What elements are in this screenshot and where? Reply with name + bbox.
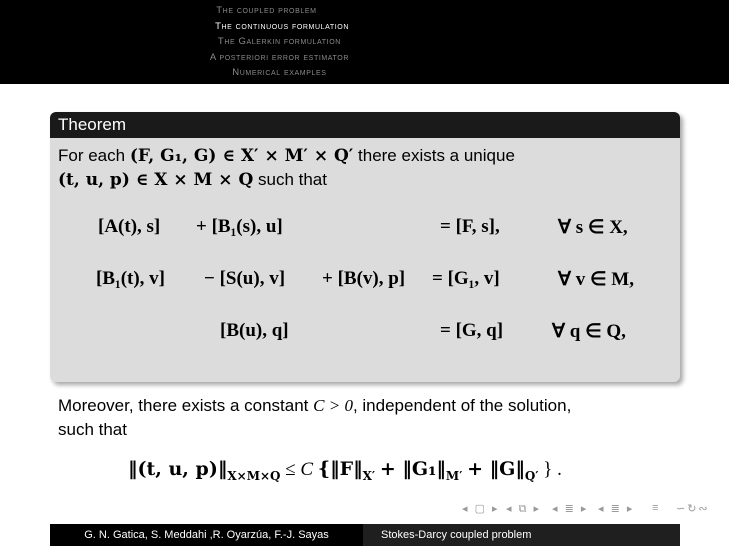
eq3-term-d: ∀ q ∈ Q,: [552, 321, 626, 342]
theorem-text: there exists a unique: [358, 146, 515, 165]
nav-item-continuous-formulation[interactable]: The continuous formulation: [215, 20, 349, 32]
norm-term-3-sub: Q′: [524, 468, 539, 483]
eq2-term-bb: + [B(v), p]: [322, 268, 406, 289]
eq1-term-d: ∀ s ∈ X,: [558, 217, 628, 238]
nav-subsection-icon[interactable]: ◂ ⧉ ▸: [506, 503, 542, 515]
eq2-term-a: [B₁(t), v]: [96, 268, 166, 289]
eq2-term-b: − [S(u), v]: [204, 268, 286, 289]
moreover-text: , independent of the solution,: [352, 396, 572, 415]
footer-title: Stokes-Darcy coupled problem: [363, 524, 680, 546]
norm-rel: ≤: [285, 459, 296, 480]
nav-item-numerical-examples[interactable]: Numerical examples: [232, 67, 327, 79]
nav-align-icon[interactable]: ≡: [652, 502, 661, 514]
norm-lhs-sub: X×M×Q: [227, 468, 281, 483]
nav-section2-icon[interactable]: ◂ ≣ ▸: [598, 503, 635, 515]
norm-term-3: + ‖G‖: [467, 458, 525, 480]
eq3-term-c: = [G, q]: [440, 320, 504, 341]
theorem-text: For each: [58, 146, 126, 165]
nav-item-galerkin-formulation[interactable]: The Galerkin formulation: [217, 36, 341, 48]
stability-estimate: [128, 458, 562, 483]
section-navigation: [0, 0, 363, 84]
section-nav-list: [210, 3, 349, 81]
nav-item-a-posteriori[interactable]: A posteriori error estimator: [209, 51, 349, 63]
eq2-term-c: = [G₁, v]: [432, 268, 500, 289]
eq2-term-d: ∀ v ∈ M,: [558, 269, 634, 290]
nav-item-coupled-problem[interactable]: The coupled problem: [216, 5, 317, 16]
subsection-navigation: [363, 0, 729, 84]
footer-authors: G. N. Gatica, S. Meddahi ,R. Oyarzúa, F.-J. Sayas: [50, 524, 363, 546]
theorem-math-data: (F, G₁, G) ∈ X′ × M′ × Q′: [129, 146, 354, 166]
moreover-line-2: such that: [58, 420, 127, 439]
eq1-term-b: + [B₁(s), u]: [196, 216, 283, 237]
moreover-line-1: [58, 394, 571, 418]
header-bar: [0, 0, 729, 84]
nav-frame-icon[interactable]: ◂ ▢ ▸: [462, 503, 500, 515]
theorem-line-1: [58, 144, 672, 168]
theorem-block: [50, 112, 680, 382]
norm-lhs: ‖(t, u, p)‖: [128, 458, 228, 480]
moreover-math: C > 0: [313, 396, 353, 415]
theorem-body: [50, 138, 680, 198]
theorem-line-2: [58, 168, 672, 192]
nav-section-icon[interactable]: ◂ ≣ ▸: [552, 503, 589, 515]
eq3-term-b: [B(u), q]: [220, 320, 289, 341]
theorem-text: such that: [258, 170, 327, 189]
norm-constant: C: [300, 459, 314, 480]
moreover-text: Moreover, there exists a constant: [58, 396, 309, 415]
norm-end: } .: [543, 459, 562, 480]
footer-bar: [50, 524, 680, 546]
norm-term-2: + ‖G₁‖: [379, 458, 446, 480]
theorem-math-solution: (t, u, p) ∈ X × M × Q: [58, 170, 254, 190]
norm-term-1-sub: X′: [362, 468, 376, 483]
eq1-term-a: [A(t), s]: [98, 216, 161, 237]
theorem-title: Theorem: [50, 112, 680, 138]
eq1-term-c: = [F, s],: [440, 216, 500, 237]
norm-term-1: {‖F‖: [317, 458, 363, 480]
norm-term-2-sub: M′: [445, 468, 463, 483]
nav-search-icon[interactable]: ∽↻∾: [676, 503, 710, 515]
